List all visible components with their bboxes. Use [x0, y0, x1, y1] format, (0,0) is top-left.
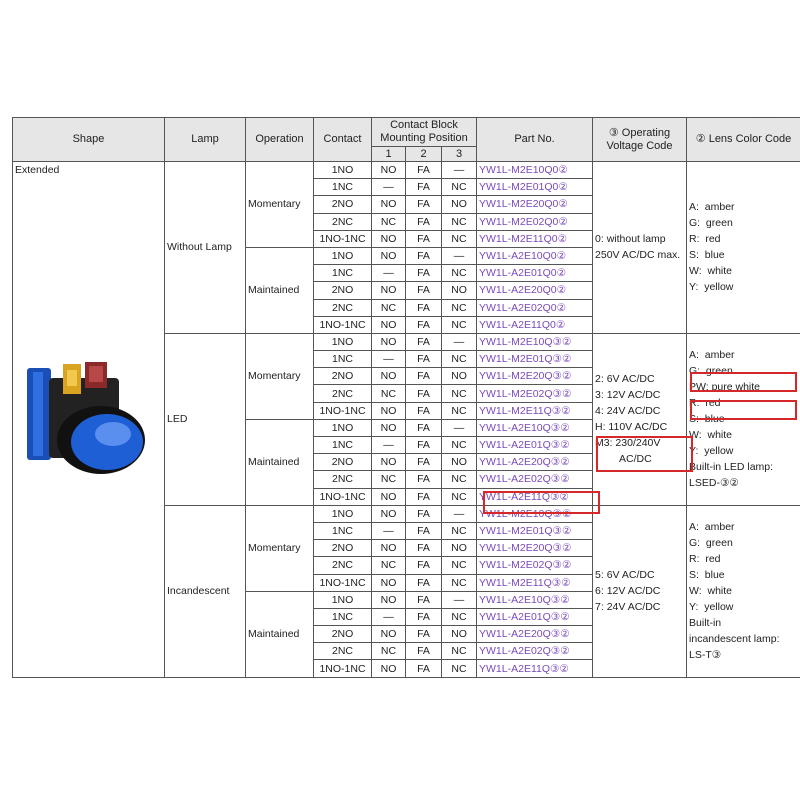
position-1-cell: NO	[372, 196, 406, 213]
part-number-cell: YW1L-A2E10Q0②	[477, 247, 593, 264]
voltage-line: AC/DC	[619, 453, 652, 466]
position-2-cell: FA	[406, 557, 442, 574]
table-body	[13, 162, 800, 678]
voltage-code-cell	[593, 505, 687, 677]
position-2-cell: FA	[406, 351, 442, 368]
position-3-cell: —	[442, 247, 477, 264]
lens-color-cell	[687, 333, 800, 505]
table-row	[13, 162, 800, 179]
position-1-cell: NC	[372, 385, 406, 402]
part-number-cell: YW1L-A2E20Q③②	[477, 626, 593, 643]
position-2-cell: FA	[406, 643, 442, 660]
position-2-cell: FA	[406, 540, 442, 557]
position-3-cell: NC	[442, 557, 477, 574]
operation-cell: Momentary	[246, 333, 314, 419]
position-1-cell: NC	[372, 643, 406, 660]
header-lens-color: ② Lens Color Code	[687, 118, 800, 162]
position-1-cell: NO	[372, 368, 406, 385]
position-1-cell: NO	[372, 540, 406, 557]
contact-cell: 2NC	[314, 213, 372, 230]
contact-cell: 1NO-1NC	[314, 230, 372, 247]
position-2-cell: FA	[406, 316, 442, 333]
header-position-1: 1	[372, 147, 406, 162]
position-3-cell: NC	[442, 574, 477, 591]
contact-cell: 1NC	[314, 351, 372, 368]
lamp-group-cell: LED	[165, 333, 246, 505]
lens-color-cell	[687, 162, 800, 334]
lens-line: W: white	[689, 265, 732, 278]
part-number-cell: YW1L-A2E01Q③②	[477, 437, 593, 454]
lens-line: G: green	[689, 537, 733, 550]
position-1-cell: —	[372, 265, 406, 282]
position-3-cell: NO	[442, 196, 477, 213]
contact-cell: 2NO	[314, 282, 372, 299]
position-3-cell: NO	[442, 282, 477, 299]
part-number-table	[12, 117, 800, 678]
position-2-cell: FA	[406, 213, 442, 230]
position-2-cell: FA	[406, 608, 442, 625]
position-1-cell: NO	[372, 419, 406, 436]
position-2-cell: FA	[406, 591, 442, 608]
part-number-cell: YW1L-M2E11Q③②	[477, 402, 593, 419]
voltage-line: 250V AC/DC max.	[595, 249, 681, 262]
position-2-cell: FA	[406, 488, 442, 505]
position-2-cell: FA	[406, 265, 442, 282]
part-number-cell: YW1L-A2E02Q③②	[477, 471, 593, 488]
position-2-cell: FA	[406, 368, 442, 385]
part-number-cell: YW1L-A2E02Q③②	[477, 643, 593, 660]
part-number-cell: YW1L-A2E10Q③②	[477, 591, 593, 608]
lens-line: PW: pure white	[689, 381, 761, 394]
position-3-cell: NC	[442, 385, 477, 402]
part-number-cell: YW1L-A2E01Q0②	[477, 265, 593, 282]
lens-line: R: red	[689, 397, 721, 410]
position-1-cell: NO	[372, 454, 406, 471]
lens-line: LS-T③	[689, 649, 722, 662]
contact-cell: 1NC	[314, 265, 372, 282]
part-number-cell: YW1L-M2E11Q③②	[477, 574, 593, 591]
part-number-cell: YW1L-M2E01Q③②	[477, 351, 593, 368]
operation-cell: Momentary	[246, 162, 314, 248]
spec-table-container	[12, 117, 800, 687]
part-number-cell: YW1L-M2E20Q③②	[477, 368, 593, 385]
voltage-code-cell	[593, 333, 687, 505]
contact-cell: 2NC	[314, 385, 372, 402]
position-1-cell: NO	[372, 333, 406, 350]
position-1-cell: NC	[372, 213, 406, 230]
part-number-cell: YW1L-M2E11Q0②	[477, 230, 593, 247]
contact-cell: 1NC	[314, 522, 372, 539]
part-number-cell: YW1L-A2E20Q③②	[477, 454, 593, 471]
lens-line: G: green	[689, 217, 733, 230]
header-operating-voltage: ③ Operating Voltage Code	[593, 118, 687, 162]
position-2-cell: FA	[406, 247, 442, 264]
push-button-product-image	[19, 358, 159, 498]
position-2-cell: FA	[406, 333, 442, 350]
position-3-cell: NC	[442, 608, 477, 625]
position-3-cell: NC	[442, 230, 477, 247]
part-number-cell: YW1L-A2E11Q0②	[477, 316, 593, 333]
position-1-cell: —	[372, 351, 406, 368]
lens-line: S: blue	[689, 569, 725, 582]
contact-cell: 1NO-1NC	[314, 316, 372, 333]
contact-cell: 2NC	[314, 299, 372, 316]
contact-cell: 2NC	[314, 471, 372, 488]
contact-cell: 1NC	[314, 179, 372, 196]
position-2-cell: FA	[406, 419, 442, 436]
position-3-cell: NC	[442, 437, 477, 454]
operation-cell: Momentary	[246, 505, 314, 591]
operation-cell: Maintained	[246, 419, 314, 505]
contact-cell: 2NO	[314, 454, 372, 471]
operation-cell: Maintained	[246, 591, 314, 677]
position-3-cell: NO	[442, 540, 477, 557]
lens-line: S: blue	[689, 413, 725, 426]
part-number-cell: YW1L-M2E02Q③②	[477, 557, 593, 574]
position-3-cell: NC	[442, 351, 477, 368]
voltage-code-cell	[593, 162, 687, 334]
contact-cell: 1NO	[314, 162, 372, 179]
header-position-3: 3	[442, 147, 477, 162]
position-3-cell: NC	[442, 471, 477, 488]
lens-line: W: white	[689, 429, 732, 442]
position-3-cell: NC	[442, 316, 477, 333]
lamp-group-cell: Without Lamp	[165, 162, 246, 334]
part-number-cell: YW1L-M2E01Q③②	[477, 522, 593, 539]
position-1-cell: NO	[372, 574, 406, 591]
voltage-line: 4: 24V AC/DC	[595, 405, 661, 418]
voltage-line: M3: 230/240V	[595, 437, 661, 450]
position-2-cell: FA	[406, 522, 442, 539]
position-2-cell: FA	[406, 402, 442, 419]
position-3-cell: —	[442, 505, 477, 522]
position-3-cell: NC	[442, 522, 477, 539]
position-2-cell: FA	[406, 471, 442, 488]
voltage-line: 0: without lamp	[595, 233, 666, 246]
lens-line: S: blue	[689, 249, 725, 262]
part-number-cell: YW1L-M2E02Q0②	[477, 213, 593, 230]
header-lamp: Lamp	[165, 118, 246, 162]
contact-cell: 1NO	[314, 247, 372, 264]
lens-line: Y: yellow	[689, 445, 734, 458]
lens-line: R: red	[689, 553, 721, 566]
part-number-cell: YW1L-A2E02Q0②	[477, 299, 593, 316]
position-2-cell: FA	[406, 626, 442, 643]
position-3-cell: NC	[442, 179, 477, 196]
part-number-cell: YW1L-A2E11Q③②	[477, 660, 593, 677]
position-3-cell: —	[442, 162, 477, 179]
contact-cell: 2NC	[314, 557, 372, 574]
contact-cell: 1NO	[314, 333, 372, 350]
position-2-cell: FA	[406, 179, 442, 196]
position-1-cell: —	[372, 522, 406, 539]
position-1-cell: NO	[372, 591, 406, 608]
header-shape: Shape	[13, 118, 165, 162]
contact-cell: 1NC	[314, 437, 372, 454]
contact-cell: 1NO-1NC	[314, 488, 372, 505]
position-1-cell: NO	[372, 230, 406, 247]
voltage-line: 2: 6V AC/DC	[595, 373, 655, 386]
position-2-cell: FA	[406, 196, 442, 213]
header-position-2: 2	[406, 147, 442, 162]
position-1-cell: NO	[372, 162, 406, 179]
position-3-cell: NO	[442, 368, 477, 385]
voltage-line: H: 110V AC/DC	[595, 421, 668, 434]
position-2-cell: FA	[406, 454, 442, 471]
position-3-cell: NC	[442, 488, 477, 505]
part-number-cell: YW1L-M2E20Q0②	[477, 196, 593, 213]
contact-cell: 2NC	[314, 643, 372, 660]
part-number-cell: YW1L-A2E20Q0②	[477, 282, 593, 299]
header-contact: Contact	[314, 118, 372, 162]
contact-cell: 2NO	[314, 626, 372, 643]
position-1-cell: NO	[372, 316, 406, 333]
lens-line: LSED-③②	[689, 477, 739, 490]
position-3-cell: NO	[442, 454, 477, 471]
position-2-cell: FA	[406, 230, 442, 247]
part-number-cell: YW1L-M2E10Q0②	[477, 162, 593, 179]
lens-line: W: white	[689, 585, 732, 598]
position-1-cell: —	[372, 437, 406, 454]
position-1-cell: NO	[372, 247, 406, 264]
lens-line: Y: yellow	[689, 281, 734, 294]
position-1-cell: NO	[372, 402, 406, 419]
lens-line: Built-in LED lamp:	[689, 461, 774, 474]
operation-cell: Maintained	[246, 247, 314, 333]
part-number-cell: YW1L-A2E10Q③②	[477, 419, 593, 436]
contact-cell: 2NO	[314, 540, 372, 557]
shape-cell	[13, 162, 165, 678]
contact-cell: 2NO	[314, 368, 372, 385]
part-number-cell: YW1L-M2E10Q③②	[477, 505, 593, 522]
contact-cell: 1NO-1NC	[314, 402, 372, 419]
position-1-cell: NO	[372, 505, 406, 522]
contact-cell: 1NO-1NC	[314, 660, 372, 677]
lens-line: A: amber	[689, 349, 735, 362]
position-1-cell: —	[372, 608, 406, 625]
part-number-cell: YW1L-M2E01Q0②	[477, 179, 593, 196]
header-part-no: Part No.	[477, 118, 593, 162]
position-3-cell: NC	[442, 402, 477, 419]
lens-line: A: amber	[689, 201, 735, 214]
position-3-cell: —	[442, 591, 477, 608]
lamp-group-cell: Incandescent	[165, 505, 246, 677]
part-number-cell: YW1L-M2E20Q③②	[477, 540, 593, 557]
contact-cell: 2NO	[314, 196, 372, 213]
position-2-cell: FA	[406, 437, 442, 454]
lens-line: incandescent lamp:	[689, 633, 780, 646]
position-1-cell: NC	[372, 557, 406, 574]
position-2-cell: FA	[406, 574, 442, 591]
lens-color-cell	[687, 505, 800, 677]
header-mounting-position: Contact Block Mounting Position	[372, 118, 477, 147]
contact-cell: 1NC	[314, 608, 372, 625]
position-3-cell: NC	[442, 643, 477, 660]
position-3-cell: NC	[442, 265, 477, 282]
position-1-cell: NO	[372, 660, 406, 677]
position-2-cell: FA	[406, 299, 442, 316]
contact-cell: 1NO	[314, 505, 372, 522]
position-2-cell: FA	[406, 385, 442, 402]
position-3-cell: NC	[442, 660, 477, 677]
part-number-cell: YW1L-M2E02Q③②	[477, 385, 593, 402]
position-1-cell: NC	[372, 299, 406, 316]
lens-line: Built-in	[689, 617, 722, 630]
part-number-cell: YW1L-A2E01Q③②	[477, 608, 593, 625]
part-number-cell: YW1L-M2E10Q③②	[477, 333, 593, 350]
position-1-cell: NO	[372, 282, 406, 299]
position-2-cell: FA	[406, 282, 442, 299]
contact-cell: 1NO	[314, 419, 372, 436]
contact-cell: 1NO	[314, 591, 372, 608]
voltage-line: 5: 6V AC/DC	[595, 569, 655, 582]
position-2-cell: FA	[406, 660, 442, 677]
voltage-line: 3: 12V AC/DC	[595, 389, 661, 402]
lens-line: Y: yellow	[689, 601, 734, 614]
header-operation: Operation	[246, 118, 314, 162]
position-3-cell: —	[442, 333, 477, 350]
position-1-cell: NO	[372, 488, 406, 505]
lens-line: G: green	[689, 365, 733, 378]
lens-line: R: red	[689, 233, 721, 246]
position-3-cell: NO	[442, 626, 477, 643]
position-3-cell: NC	[442, 213, 477, 230]
voltage-line: 6: 12V AC/DC	[595, 585, 661, 598]
contact-cell: 1NO-1NC	[314, 574, 372, 591]
lens-line: A: amber	[689, 521, 735, 534]
position-3-cell: NC	[442, 299, 477, 316]
position-1-cell: NO	[372, 626, 406, 643]
position-2-cell: FA	[406, 162, 442, 179]
voltage-line: 7: 24V AC/DC	[595, 601, 661, 614]
position-1-cell: —	[372, 179, 406, 196]
part-number-cell: YW1L-A2E11Q③②	[477, 488, 593, 505]
shape-label: Extended	[15, 164, 60, 176]
position-1-cell: NC	[372, 471, 406, 488]
position-3-cell: —	[442, 419, 477, 436]
position-2-cell: FA	[406, 505, 442, 522]
